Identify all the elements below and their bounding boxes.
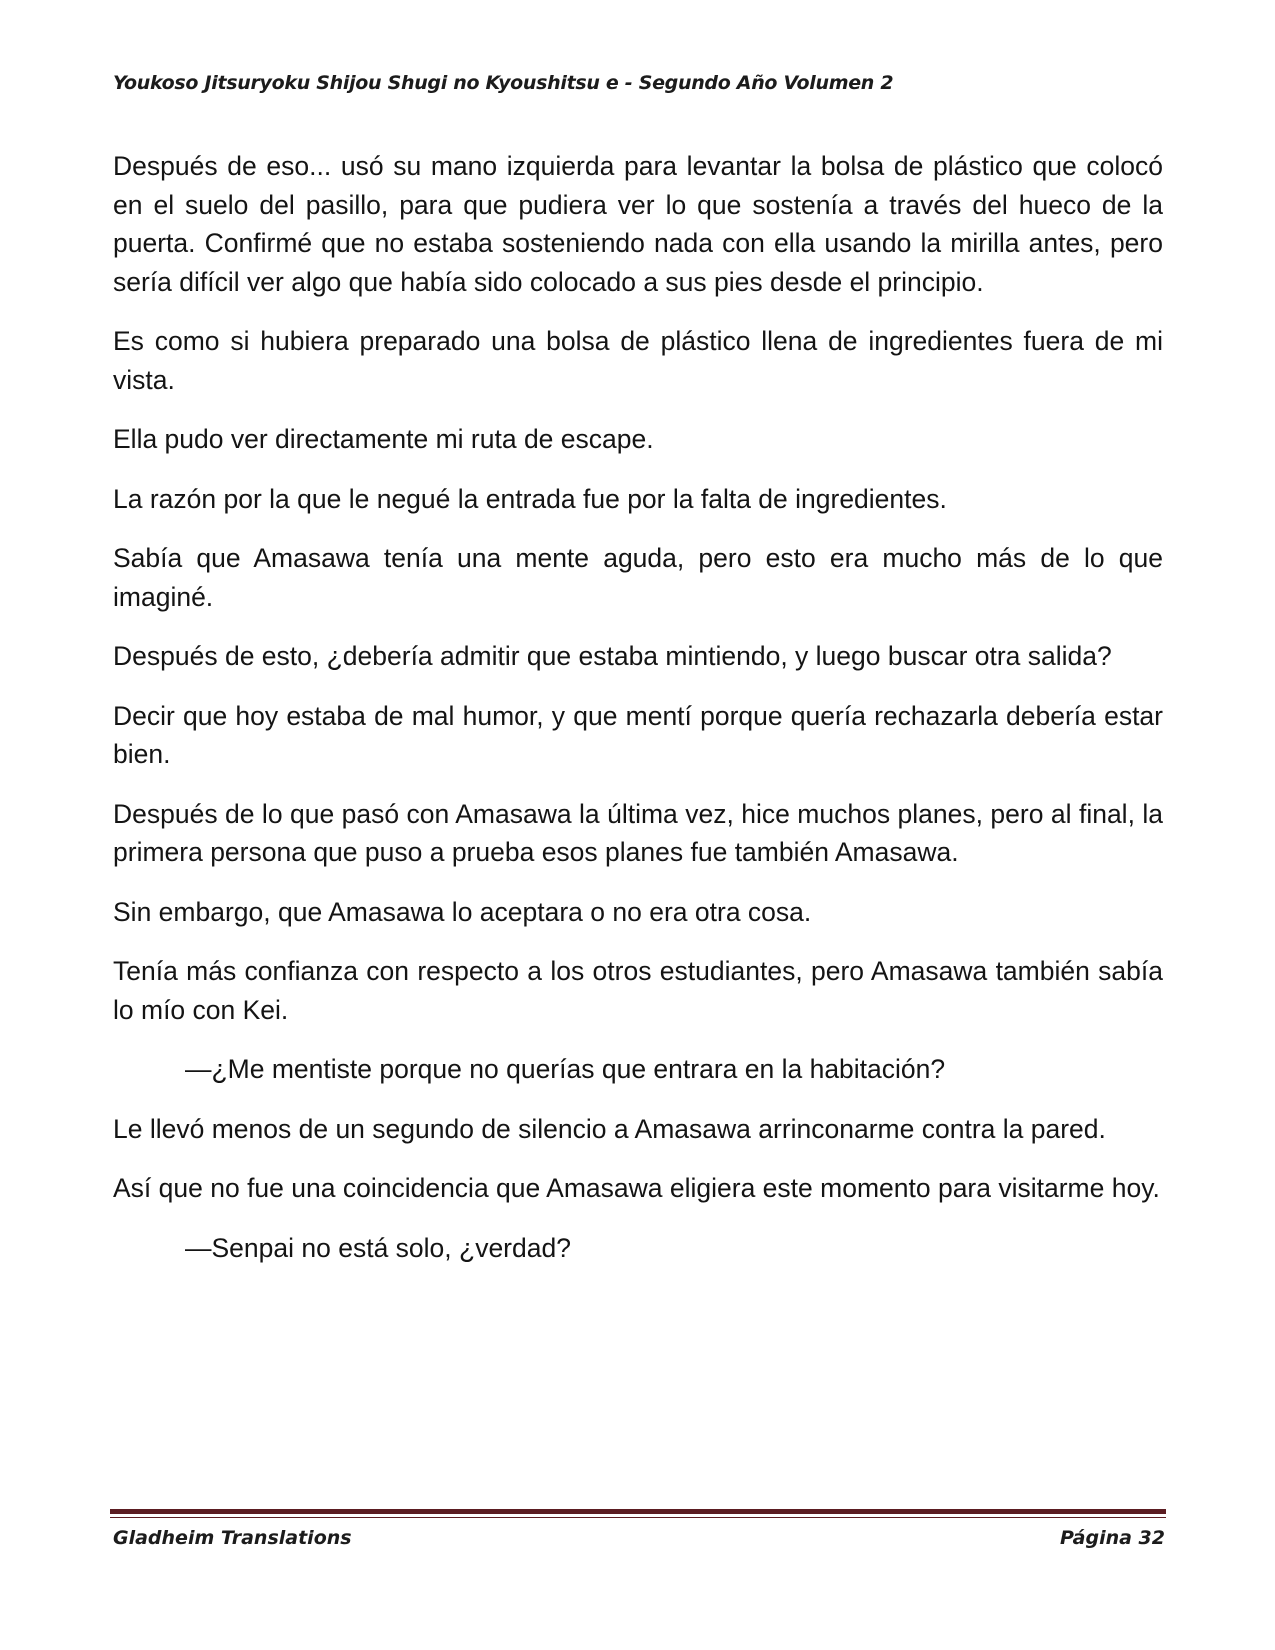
footer-translator-credit: Gladheim Translations — [113, 1527, 352, 1549]
footer-divider-thin — [110, 1517, 1166, 1518]
paragraph: Sabía que Amasawa tenía una mente aguda, pero esto era mucho más de lo que imaginé. — [113, 543, 1163, 612]
paragraph: La razón por la que le negué la entrada fue por la falta de ingredientes. — [113, 483, 947, 514]
paragraph: Después de lo que pasó con Amasawa la última vez, hice muchos planes, pero al final, la primera persona que puso a prueba esos planes fue también Amasawa. — [113, 798, 1163, 867]
paragraph: Así que no fue una coincidencia que Amasawa eligiera este momento para visitarme hoy. — [113, 1173, 1160, 1203]
document-body — [113, 147, 1163, 1288]
footer-divider-thick — [110, 1509, 1166, 1514]
page-header-title: Youkoso Jitsuryoku Shijou Shugi no Kyoushitsu e - Segundo Año Volumen 2 — [113, 72, 894, 94]
paragraph: Ella pudo ver directamente mi ruta de escape. — [113, 424, 654, 454]
paragraph: Decir que hoy estaba de mal humor, y que mentí porque quería rechazarla debería estar bien. — [113, 700, 1163, 769]
paragraph: Es como si hubiera preparado una bolsa de plástico llena de ingredientes fuera de mi vista. — [113, 326, 1163, 395]
paragraph: Después de eso... usó su mano izquierda para levantar la bolsa de plástico que colocó en el suelo del pasillo, para que pudiera ver lo que sostenía a través del hueco de la puerta. Confirmé que no estaba sosteniendo nada con ella usando la mirilla antes, pero sería difícil ver algo que había sido colocado a sus pies desde el principio. — [113, 151, 1163, 297]
paragraph: Después de esto, ¿debería admitir que estaba mintiendo, y luego buscar otra salida? — [113, 641, 1112, 671]
dialogue-line: —Senpai no está solo, ¿verdad? — [185, 1232, 571, 1263]
paragraph: Tenía más confianza con respecto a los otros estudiantes, pero Amasawa también sabía lo mío con Kei. — [113, 956, 1163, 1025]
dialogue-line: —¿Me mentiste porque no querías que entrara en la habitación? — [185, 1054, 946, 1084]
footer-page-number: Página 32 — [1059, 1527, 1165, 1549]
paragraph: Le llevó menos de un segundo de silencio a Amasawa arrinconarme contra la pared. — [113, 1113, 1106, 1144]
paragraph: Sin embargo, que Amasawa lo aceptara o no era otra cosa. — [113, 896, 812, 927]
